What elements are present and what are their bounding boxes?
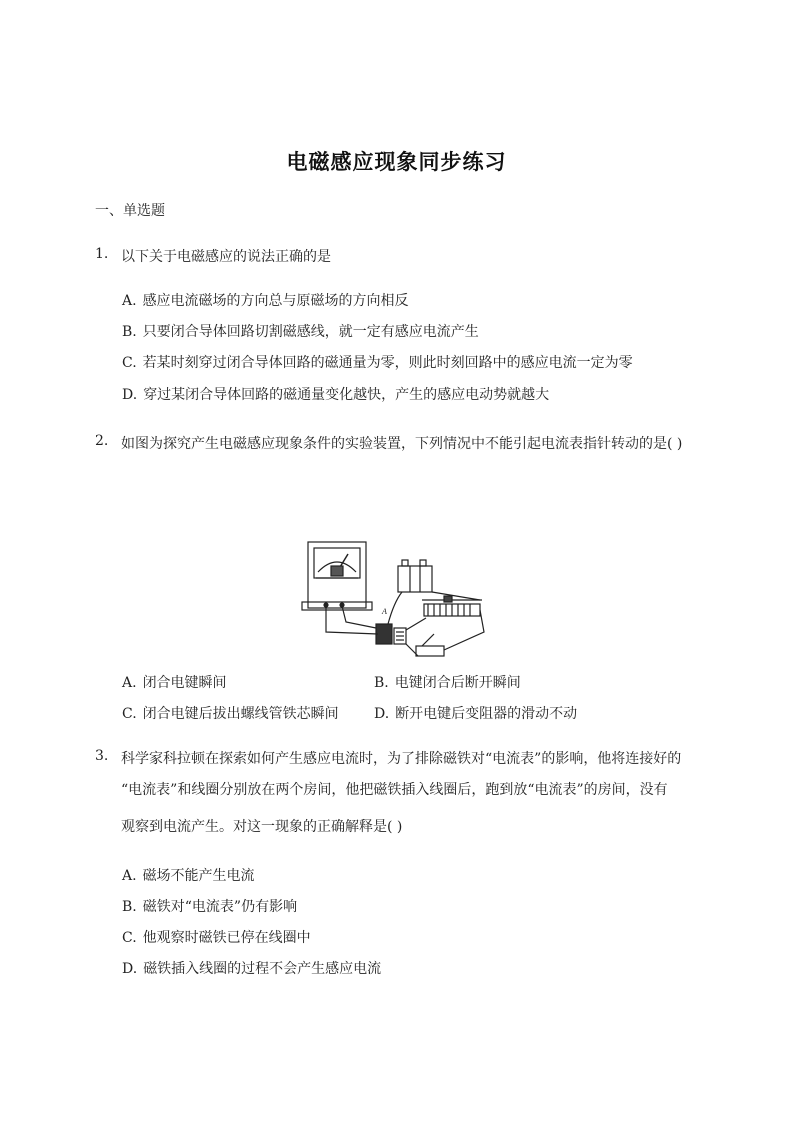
option-label: A. [122,868,137,884]
question-3-stem-line-3: 观察到电流产生。对这一现象的正确解释是( ) [121,819,403,835]
question-2-option-a [122,672,227,692]
option-text: 磁铁对“电流表”仍有影响 [142,899,298,915]
question-2-stem: 如图为探究产生电磁感应现象条件的实验装置，下列情况中不能引起电流表指针转动的是( ) [121,436,683,452]
option-text: 他观察时磁铁已停在线圈中 [142,930,311,946]
question-1-option-d [122,384,549,404]
option-text: 闭合电键瞬间 [142,675,227,691]
option-label: B. [122,324,137,340]
option-label: A. [122,675,137,691]
option-label: D. [122,387,138,403]
question-2-number: 2. [95,433,109,449]
option-text: 磁场不能产生电流 [142,868,255,884]
option-label: B. [374,675,389,691]
apparatus-illustration [298,538,498,668]
question-3-option-b [122,896,297,916]
option-text: 感应电流磁场的方向总与原磁场的方向相反 [142,293,409,309]
solenoid-a [376,624,392,644]
option-text: 磁铁插入线圈的过程不会产生感应电流 [143,961,382,977]
option-label: C. [122,706,137,722]
question-1-option-c [122,352,633,372]
question-3-stem-line-2: “电流表”和线圈分别放在两个房间，他把磁铁插入线圈后，跑到放“电流表”的房间，没有 [121,782,668,798]
option-text: 穿过某闭合导体回路的磁通量变化越快，产生的感应电动势就越大 [143,387,550,403]
option-text: 闭合电键后拔出螺线管铁芯瞬间 [142,706,339,722]
option-text: 只要闭合导体回路切割磁感线，就一定有感应电流产生 [142,324,479,340]
question-1-option-b [122,321,479,341]
section-heading: 一、单选题 [95,203,165,219]
switch [416,646,444,656]
question-2-option-b [374,672,521,692]
page-title: 电磁感应现象同步练习 [286,149,507,174]
experiment-apparatus-figure [298,538,498,668]
question-2-option-d [374,703,577,723]
question-2-option-c [122,703,339,723]
option-label: C. [122,930,137,946]
option-text: 断开电键后变阻器的滑动不动 [395,706,578,722]
question-1-stem: 以下关于电磁感应的说法正确的是 [121,249,331,265]
option-label: A. [122,293,137,309]
question-3-option-c [122,927,311,947]
question-1-option-a [122,290,409,310]
question-3-option-a [122,865,255,885]
option-text: 电键闭合后断开瞬间 [394,675,521,691]
question-3-stem-line-1: 科学家科拉顿在探索如何产生感应电流时，为了排除磁铁对“电流表”的影响，他将连接好的 [121,751,682,767]
option-label: D. [122,961,138,977]
option-label: D. [374,706,390,722]
question-1-number: 1. [95,246,109,262]
option-text: 若某时刻穿过闭合导体回路的磁通量为零，则此时刻回路中的感应电流一定为零 [142,355,633,371]
option-label: C. [122,355,137,371]
figure-label-a: A [382,607,387,616]
option-label: B. [122,899,137,915]
question-3-option-d [122,958,381,978]
battery [398,566,432,592]
question-3-number: 3. [95,748,109,764]
